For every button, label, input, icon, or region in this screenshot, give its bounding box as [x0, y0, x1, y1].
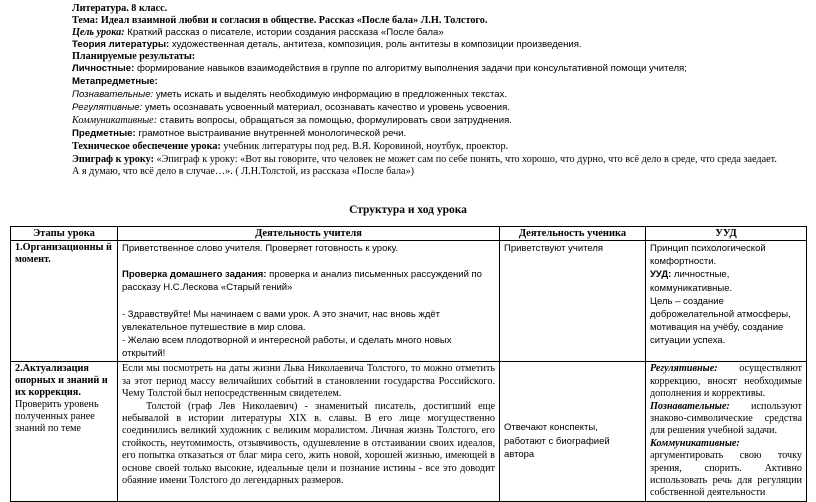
uud-types: УУД: личностные, коммуникативные.	[650, 269, 733, 294]
column-header-student: Деятельность ученика	[500, 227, 646, 241]
section-title: Структура и ход урока	[349, 204, 467, 216]
teacher-welcome: - Здравствуйте! Мы начинаем с вами урок. А это значит, нас вновь ждёт увлекательное путешествие в мир слова.	[122, 308, 441, 333]
header-personal-line: Личностные: формирование навыков взаимодействия в группе по алгоритму выполнения задачи при консультативной помощи учителя;	[72, 63, 687, 74]
header-epigraph-line: Эпиграф к уроку: «Эпиграф к уроку: «Вот вы говорите, что человек не может сам по себе понять, что хорошо, что дурно, что всё дело в среде, что среда заедает.	[72, 154, 777, 165]
header-epigraph-line-2: А я думаю, что всё дело в случае…». ( Л.Н.Толстой, из рассказа «После бала»)	[72, 166, 415, 177]
homework-check: Проверка домашнего задания: проверка и анализ письменных рассуждений по рассказу Н.С.Лескова «Старый гений»	[122, 269, 482, 294]
stage-cell	[11, 241, 118, 362]
uud-principle: Принцип психологической комфортности.	[650, 243, 766, 268]
stage-title: 1.Организационны й момент.	[15, 242, 112, 265]
column-header-stages: Этапы урока	[11, 227, 118, 241]
column-header-teacher: Деятельность учителя	[118, 227, 500, 241]
table-header-row	[11, 227, 807, 241]
header-topic-line: Тема: Идеал взаимной любви и согласия в обществе. Рассказ «После бала» Л.Н. Толстого.	[72, 15, 488, 26]
teacher-greeting: Приветственное слово учителя. Проверяет готовность к уроку.	[122, 243, 399, 254]
column-header-uud: УУД	[646, 227, 807, 241]
stage-description: Проверить уровень полученных ранее знаний по теме	[15, 399, 99, 435]
stage-cell	[11, 362, 118, 501]
student-activity-cell: Приветствуют учителя	[500, 241, 646, 362]
header-tech-line: Техническое обеспечение урока: учебник литературы под ред. В.Я. Коровиной, ноутбук, проектор.	[72, 141, 509, 152]
header-subject-results-line: Предметные: грамотное выстраивание внутренней монологической речи.	[72, 128, 407, 139]
teacher-intro-text: Если мы посмотреть на даты жизни Льва Николаевича Толстого, то можно отметить за этот период массу величайших событий в становлении государства Российского. Чему Толстой был непосредственным свидетелем.	[122, 363, 495, 400]
student-activity-cell: Отвечают конспекты, работают с биографией автора	[500, 362, 646, 501]
table-row	[11, 241, 807, 362]
header-theory-line: Теория литературы: художественная деталь, антитеза, композиция, роль антитезы в композиции произведения.	[72, 39, 582, 50]
stage-title: 2.Актуализация опорных и знаний и их коррекция.	[15, 363, 108, 399]
uud-regulatory: Регулятивные: осуществляют коррекцию, вносят необходимые дополнения и коррективы.	[650, 363, 802, 400]
table-row	[11, 362, 807, 501]
uud-communicative: Коммуникативные: аргументировать свою точку зрения, спорить. Активно использовать речь для регуляции собственной деятельности	[650, 437, 802, 499]
lesson-structure-table	[10, 226, 807, 502]
header-communicative-line: Коммуникативные: ставить вопросы, обращаться за помощью, формулировать свои затруднения.	[72, 115, 512, 126]
header-regulatory-line: Регулятивные: уметь осознавать усвоенный материал, осознавать качество и уровень усвоения.	[72, 102, 510, 113]
header-subject-line: Литература. 8 класс.	[72, 3, 168, 14]
uud-cognitive: Познавательные: используют знаково-символические средства для решения учебной задачи.	[650, 400, 802, 437]
uud-goal: Цель – создание доброжелательной атмосферы, мотивация на учёбу, создание ситуации успеха.	[650, 295, 791, 347]
header-meta-line: Метапредметные:	[72, 76, 158, 87]
uud-cell	[646, 362, 807, 501]
teacher-activity-cell	[118, 362, 500, 501]
teacher-biography-text: Толстой (граф Лев Николаевич) - знаменитый писатель, достигший еще небывалой в истории литературы XIX в. славы. В его лице могущественно соединились великий художник с великим моралистом. Личная жизнь Толстого, его стойкость, неутомимость, отзывчивость, одушевление в отстаивании своих идеалов, его попытка отказаться от благ мира сего, жить новой, хорошей жизнью, имеющей в основе своей только высокие, идеальные цели и познание истины - все это доводит обаяние имени Толстого до легендарных размеров.	[122, 400, 495, 487]
teacher-activity-cell	[118, 241, 500, 362]
header-goal-line: Цель урока: Краткий рассказ о писателе, истории создания рассказа «После бала»	[72, 27, 444, 38]
header-planned-results: Планируемые результаты:	[72, 51, 196, 62]
uud-cell	[646, 241, 807, 362]
header-cognitive-line: Познавательные: уметь искать и выделять необходимую информацию в предложенных текстах.	[72, 89, 508, 100]
teacher-wish: - Желаю всем плодотворной и интересной работы, и сделать много новых открытий!	[122, 335, 452, 360]
